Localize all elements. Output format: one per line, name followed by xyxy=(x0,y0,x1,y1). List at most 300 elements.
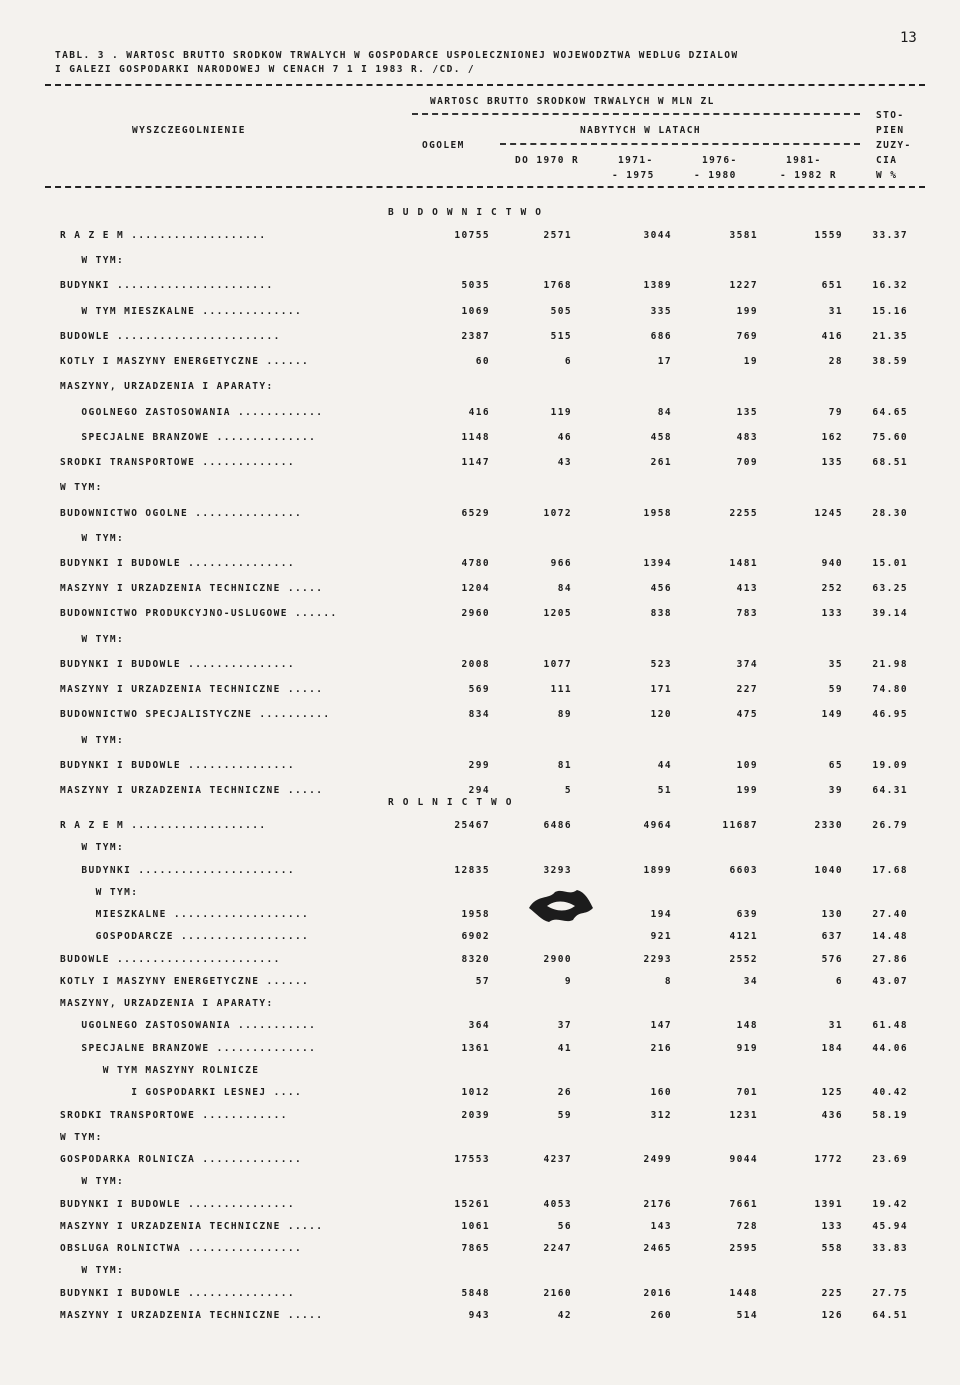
cell-value: 834 xyxy=(468,709,490,721)
cell-value: 21.98 xyxy=(872,658,908,670)
row-label: BUDYNKI ...................... xyxy=(60,280,274,292)
cell-value: 2465 xyxy=(643,1243,672,1255)
row-label: BUDOWLE ....................... xyxy=(60,330,281,342)
cell-value: 199 xyxy=(736,305,758,317)
cell-value: 75.60 xyxy=(872,431,908,443)
row-label: OGOLNEGO ZASTOSOWANIA ............ xyxy=(60,406,324,418)
header-col-3b: - 1980 xyxy=(694,170,737,181)
cell-value: 335 xyxy=(650,305,672,317)
table-row xyxy=(0,306,960,320)
table-row xyxy=(0,1087,960,1101)
cell-value: 84 xyxy=(657,406,672,418)
table-row xyxy=(0,230,960,244)
header-col-2b: - 1975 xyxy=(612,170,655,181)
cell-value: 26 xyxy=(557,1087,572,1099)
row-label: KOTLY I MASZYNY ENERGETYCZNE ...... xyxy=(60,356,310,368)
cell-value: 160 xyxy=(650,1087,672,1099)
cell-value: 65 xyxy=(828,759,843,771)
cell-value: 89 xyxy=(557,709,572,721)
table-row xyxy=(0,1110,960,1124)
cell-value: 5848 xyxy=(461,1287,490,1299)
table-row xyxy=(0,508,960,522)
cell-value: 184 xyxy=(821,1042,843,1054)
table-row xyxy=(0,1288,960,1302)
cell-value: 2008 xyxy=(461,658,490,670)
cell-value: 505 xyxy=(550,305,572,317)
section-title: ROLNICTWO xyxy=(388,797,521,808)
cell-value: 45.94 xyxy=(872,1220,908,1232)
table-row xyxy=(0,1199,960,1213)
cell-value: 1204 xyxy=(461,583,490,595)
cell-value: 133 xyxy=(821,1220,843,1232)
row-label: BUDYNKI I BUDOWLE ............... xyxy=(60,1287,295,1299)
cell-value: 2293 xyxy=(643,953,672,965)
cell-value: 111 xyxy=(550,684,572,696)
cell-value: 374 xyxy=(736,658,758,670)
table-row xyxy=(0,1132,960,1146)
cell-value: 14.48 xyxy=(872,931,908,943)
cell-value: 6902 xyxy=(461,931,490,943)
cell-value: 769 xyxy=(736,330,758,342)
cell-value: 2160 xyxy=(543,1287,572,1299)
cell-value: 148 xyxy=(736,1020,758,1032)
cell-value: 17.68 xyxy=(872,864,908,876)
cell-value: 40.42 xyxy=(872,1087,908,1099)
cell-value: 43 xyxy=(557,457,572,469)
row-label: UGOLNEGO ZASTOSOWANIA ........... xyxy=(60,1020,317,1032)
cell-value: 2387 xyxy=(461,330,490,342)
cell-value: 3293 xyxy=(543,864,572,876)
cell-value: 436 xyxy=(821,1109,843,1121)
cell-value: 514 xyxy=(736,1310,758,1321)
cell-value: 261 xyxy=(650,457,672,469)
table-title-line-1: TABL. 3 . WARTOSC BRUTTO SRODKOW TRWALYCH W GOSPODARCE USPOLECZNIONEJ WOJEWODZTWA WEDLUG DZIALOW xyxy=(55,50,739,61)
cell-value: 16.32 xyxy=(872,280,908,292)
cell-value: 940 xyxy=(821,557,843,569)
cell-value: 475 xyxy=(736,709,758,721)
row-label: SRODKI TRANSPORTOWE ............. xyxy=(60,457,295,469)
table-row xyxy=(0,457,960,471)
cell-value: 1077 xyxy=(543,658,572,670)
row-label: MASZYNY I URZADZENIA TECHNICZNE ..... xyxy=(60,1220,324,1232)
cell-value: 143 xyxy=(650,1220,672,1232)
cell-value: 838 xyxy=(650,608,672,620)
cell-value: 1899 xyxy=(643,864,672,876)
cell-value: 639 xyxy=(736,909,758,921)
row-label: W TYM: xyxy=(60,1176,125,1188)
cell-value: 7661 xyxy=(729,1198,758,1210)
cell-value: 1040 xyxy=(814,864,843,876)
row-label: BUDOWNICTWO OGOLNE ............... xyxy=(60,507,303,519)
row-label: SPECJALNE BRANZOWE .............. xyxy=(60,431,317,443)
row-label: I GOSPODARKI LESNEJ .... xyxy=(60,1087,303,1099)
cell-value: 15.16 xyxy=(872,305,908,317)
table-row xyxy=(0,280,960,294)
cell-value: 1072 xyxy=(543,507,572,519)
row-label: BUDOWNICTWO PRODUKCYJNO-USLUGOWE ...... xyxy=(60,608,338,620)
cell-value: 9044 xyxy=(729,1154,758,1166)
cell-value: 35 xyxy=(828,658,843,670)
cell-value: 5035 xyxy=(461,280,490,292)
row-label: KOTLY I MASZYNY ENERGETYCZNE ...... xyxy=(60,975,310,987)
cell-value: 46 xyxy=(557,431,572,443)
cell-value: 416 xyxy=(821,330,843,342)
cell-value: 216 xyxy=(650,1042,672,1054)
cell-value: 37 xyxy=(557,1020,572,1032)
cell-value: 34 xyxy=(743,975,758,987)
cell-value: 44 xyxy=(657,759,672,771)
cell-value: 227 xyxy=(736,684,758,696)
row-label: W TYM: xyxy=(60,255,125,267)
cell-value: 1394 xyxy=(643,557,672,569)
cell-value: 43.07 xyxy=(872,975,908,987)
cell-value: 4053 xyxy=(543,1198,572,1210)
cell-value: 2016 xyxy=(643,1287,672,1299)
row-label: GOSPODARKA ROLNICZA .............. xyxy=(60,1154,303,1166)
cell-value: 4964 xyxy=(643,820,672,831)
table-row xyxy=(0,583,960,597)
cell-value: 1231 xyxy=(729,1109,758,1121)
cell-value: 1958 xyxy=(643,507,672,519)
table-row xyxy=(0,407,960,421)
row-label: W TYM: xyxy=(60,842,125,854)
cell-value: 19.09 xyxy=(872,759,908,771)
table-row xyxy=(0,1020,960,1034)
cell-value: 651 xyxy=(821,280,843,292)
row-label: BUDOWLE ....................... xyxy=(60,953,281,965)
cell-value: 515 xyxy=(550,330,572,342)
row-label: W TYM: xyxy=(60,633,125,645)
table-row xyxy=(0,1310,960,1324)
cell-value: 162 xyxy=(821,431,843,443)
cell-value: 68.51 xyxy=(872,457,908,469)
cell-value: 61.48 xyxy=(872,1020,908,1032)
cell-value: 60 xyxy=(475,356,490,368)
table-row xyxy=(0,820,960,834)
table-row xyxy=(0,735,960,749)
cell-value: 11687 xyxy=(722,820,758,831)
table-row xyxy=(0,608,960,622)
cell-value: 84 xyxy=(557,583,572,595)
cell-value: 728 xyxy=(736,1220,758,1232)
row-label: W TYM: xyxy=(60,1131,103,1143)
cell-value: 133 xyxy=(821,608,843,620)
header-col-1: DO 1970 R xyxy=(515,155,580,166)
cell-value: 364 xyxy=(468,1020,490,1032)
cell-value: 260 xyxy=(650,1310,672,1321)
row-label: SRODKI TRANSPORTOWE ............ xyxy=(60,1109,288,1121)
table-row xyxy=(0,865,960,879)
row-label: BUDYNKI I BUDOWLE ............... xyxy=(60,658,295,670)
cell-value: 416 xyxy=(468,406,490,418)
cell-value: 120 xyxy=(650,709,672,721)
header-col-3a: 1976- xyxy=(702,155,738,166)
cell-value: 171 xyxy=(650,684,672,696)
cell-value: 28 xyxy=(828,356,843,368)
table-row xyxy=(0,432,960,446)
cell-value: 1245 xyxy=(814,507,843,519)
cell-value: 1361 xyxy=(461,1042,490,1054)
cell-value: 1227 xyxy=(729,280,758,292)
table-row xyxy=(0,1043,960,1057)
cell-value: 63.25 xyxy=(872,583,908,595)
cell-value: 1147 xyxy=(461,457,490,469)
table-row xyxy=(0,659,960,673)
cell-value: 3044 xyxy=(643,230,672,241)
cell-value: 1559 xyxy=(814,230,843,241)
cell-value: 9 xyxy=(564,975,572,987)
cell-value: 2499 xyxy=(643,1154,672,1166)
cell-value: 57 xyxy=(475,975,490,987)
row-label: W TYM: xyxy=(60,1265,125,1277)
table-row xyxy=(0,482,960,496)
cell-value: 1205 xyxy=(543,608,572,620)
cell-value: 46.95 xyxy=(872,709,908,721)
cell-value: 17553 xyxy=(454,1154,490,1166)
cell-value: 39 xyxy=(828,785,843,796)
cell-value: 1061 xyxy=(461,1220,490,1232)
cell-value: 2039 xyxy=(461,1109,490,1121)
cell-value: 483 xyxy=(736,431,758,443)
cell-value: 15.01 xyxy=(872,557,908,569)
row-label: W TYM: xyxy=(60,734,125,746)
cell-value: 3581 xyxy=(729,230,758,241)
cell-value: 966 xyxy=(550,557,572,569)
header-col-4a: 1981- xyxy=(786,155,822,166)
cell-value: 783 xyxy=(736,608,758,620)
cell-value: 33.37 xyxy=(872,230,908,241)
header-wear-4: CIA xyxy=(876,155,898,166)
cell-value: 558 xyxy=(821,1243,843,1255)
cell-value: 225 xyxy=(821,1287,843,1299)
table-row xyxy=(0,684,960,698)
row-label: BUDYNKI I BUDOWLE ............... xyxy=(60,557,295,569)
row-label: MASZYNY I URZADZENIA TECHNICZNE ..... xyxy=(60,583,324,595)
cell-value: 6486 xyxy=(543,820,572,831)
cell-value: 8 xyxy=(664,975,672,987)
cell-value: 25467 xyxy=(454,820,490,831)
cell-value: 126 xyxy=(821,1310,843,1321)
header-wear-3: ZUZY- xyxy=(876,140,912,151)
cell-value: 6603 xyxy=(729,864,758,876)
cell-value: 21.35 xyxy=(872,330,908,342)
cell-value: 64.31 xyxy=(872,785,908,796)
row-label: W TYM: xyxy=(60,532,125,544)
table-row xyxy=(0,1176,960,1190)
row-label: W TYM MASZYNY ROLNICZE xyxy=(60,1065,260,1076)
cell-value: 413 xyxy=(736,583,758,595)
cell-value: 199 xyxy=(736,785,758,796)
cell-value: 4121 xyxy=(729,931,758,943)
cell-value: 27.75 xyxy=(872,1287,908,1299)
cell-value: 27.86 xyxy=(872,953,908,965)
cell-value: 8320 xyxy=(461,953,490,965)
ink-blot-mark xyxy=(527,886,595,926)
cell-value: 294 xyxy=(468,785,490,796)
row-label: BUDYNKI I BUDOWLE ............... xyxy=(60,759,295,771)
cell-value: 41 xyxy=(557,1042,572,1054)
cell-value: 2247 xyxy=(543,1243,572,1255)
header-group-label: WARTOSC BRUTTO SRODKOW TRWALYCH W MLN ZL xyxy=(430,96,715,107)
cell-value: 919 xyxy=(736,1042,758,1054)
header-wear-1: STO- xyxy=(876,110,905,121)
cell-value: 44.06 xyxy=(872,1042,908,1054)
table-row xyxy=(0,331,960,345)
table-row xyxy=(0,1243,960,1257)
cell-value: 12835 xyxy=(454,864,490,876)
cell-value: 458 xyxy=(650,431,672,443)
header-col-2a: 1971- xyxy=(618,155,654,166)
cell-value: 299 xyxy=(468,759,490,771)
cell-value: 125 xyxy=(821,1087,843,1099)
header-total: OGOLEM xyxy=(422,140,465,151)
cell-value: 2552 xyxy=(729,953,758,965)
cell-value: 31 xyxy=(828,1020,843,1032)
cell-value: 19.42 xyxy=(872,1198,908,1210)
cell-value: 2176 xyxy=(643,1198,672,1210)
header-col-4b: - 1982 R xyxy=(780,170,837,181)
section-title: BUDOWNICTWO xyxy=(388,207,550,218)
cell-value: 149 xyxy=(821,709,843,721)
table-row xyxy=(0,909,960,923)
cell-value: 42 xyxy=(557,1310,572,1321)
table-row xyxy=(0,558,960,572)
table-row xyxy=(0,533,960,547)
cell-value: 1772 xyxy=(814,1154,843,1166)
cell-value: 2571 xyxy=(543,230,572,241)
cell-value: 1481 xyxy=(729,557,758,569)
cell-value: 637 xyxy=(821,931,843,943)
page-number: 13 xyxy=(900,30,917,46)
table-row xyxy=(0,1221,960,1235)
cell-value: 1012 xyxy=(461,1087,490,1099)
row-label: W TYM: xyxy=(60,482,103,494)
cell-value: 10755 xyxy=(454,230,490,241)
header-wear-5: W % xyxy=(876,170,898,181)
row-label: MASZYNY I URZADZENIA TECHNICZNE ..... xyxy=(60,785,324,796)
table-row xyxy=(0,760,960,774)
cell-value: 6 xyxy=(835,975,843,987)
cell-value: 4237 xyxy=(543,1154,572,1166)
cell-value: 701 xyxy=(736,1087,758,1099)
table-row xyxy=(0,998,960,1012)
cell-value: 1148 xyxy=(461,431,490,443)
cell-value: 119 xyxy=(550,406,572,418)
cell-value: 921 xyxy=(650,931,672,943)
cell-value: 1389 xyxy=(643,280,672,292)
cell-value: 56 xyxy=(557,1220,572,1232)
table-row xyxy=(0,1065,960,1079)
cell-value: 1391 xyxy=(814,1198,843,1210)
header-stub: WYSZCZEGOLNIENIE xyxy=(132,125,246,136)
cell-value: 39.14 xyxy=(872,608,908,620)
row-label: MIESZKALNE ................... xyxy=(60,909,310,921)
cell-value: 2960 xyxy=(461,608,490,620)
cell-value: 23.69 xyxy=(872,1154,908,1166)
cell-value: 33.83 xyxy=(872,1243,908,1255)
cell-value: 1448 xyxy=(729,1287,758,1299)
cell-value: 79 xyxy=(828,406,843,418)
row-label: R A Z E M ................... xyxy=(60,230,267,241)
cell-value: 2330 xyxy=(814,820,843,831)
header-wear-2: PIEN xyxy=(876,125,905,136)
row-label: W TYM: xyxy=(60,886,139,898)
cell-value: 51 xyxy=(657,785,672,796)
table-row xyxy=(0,954,960,968)
table-row xyxy=(0,842,960,856)
row-label: BUDOWNICTWO SPECJALISTYCZNE .......... xyxy=(60,709,331,721)
cell-value: 2255 xyxy=(729,507,758,519)
table-row xyxy=(0,255,960,269)
row-label: MASZYNY, URZADZENIA I APARATY: xyxy=(60,381,274,393)
cell-value: 6529 xyxy=(461,507,490,519)
cell-value: 1958 xyxy=(461,909,490,921)
cell-value: 1768 xyxy=(543,280,572,292)
cell-value: 109 xyxy=(736,759,758,771)
cell-value: 58.19 xyxy=(872,1109,908,1121)
cell-value: 6 xyxy=(564,356,572,368)
row-label: MASZYNY I URZADZENIA TECHNICZNE ..... xyxy=(60,684,324,696)
row-label: BUDYNKI ...................... xyxy=(60,864,295,876)
table-row xyxy=(0,931,960,945)
header-acquired: NABYTYCH W LATACH xyxy=(580,125,702,136)
cell-value: 569 xyxy=(468,684,490,696)
table-row xyxy=(0,1265,960,1279)
cell-value: 312 xyxy=(650,1109,672,1121)
cell-value: 686 xyxy=(650,330,672,342)
row-label: R A Z E M ................... xyxy=(60,820,267,831)
cell-value: 2900 xyxy=(543,953,572,965)
cell-value: 81 xyxy=(557,759,572,771)
cell-value: 19 xyxy=(743,356,758,368)
cell-value: 5 xyxy=(564,785,572,796)
row-label: W TYM MIESZKALNE .............. xyxy=(60,305,303,317)
cell-value: 74.80 xyxy=(872,684,908,696)
cell-value: 27.40 xyxy=(872,909,908,921)
cell-value: 135 xyxy=(821,457,843,469)
table-row xyxy=(0,356,960,370)
cell-value: 1069 xyxy=(461,305,490,317)
table-row xyxy=(0,381,960,395)
cell-value: 456 xyxy=(650,583,672,595)
cell-value: 130 xyxy=(821,909,843,921)
row-label: MASZYNY, URZADZENIA I APARATY: xyxy=(60,998,274,1010)
cell-value: 64.65 xyxy=(872,406,908,418)
cell-value: 135 xyxy=(736,406,758,418)
cell-value: 31 xyxy=(828,305,843,317)
cell-value: 943 xyxy=(468,1310,490,1321)
row-label: GOSPODARCZE .................. xyxy=(60,931,310,943)
table-title-line-2: I GALEZI GOSPODARKI NARODOWEJ W CENACH 7 1 I 1983 R. /CD. / xyxy=(55,64,476,75)
table-row xyxy=(0,1154,960,1168)
cell-value: 2595 xyxy=(729,1243,758,1255)
cell-value: 59 xyxy=(828,684,843,696)
cell-value: 28.30 xyxy=(872,507,908,519)
cell-value: 576 xyxy=(821,953,843,965)
cell-value: 194 xyxy=(650,909,672,921)
cell-value: 7865 xyxy=(461,1243,490,1255)
table-row xyxy=(0,976,960,990)
row-label: OBSLUGA ROLNICTWA ................ xyxy=(60,1243,303,1255)
table-row xyxy=(0,709,960,723)
cell-value: 17 xyxy=(657,356,672,368)
cell-value: 64.51 xyxy=(872,1310,908,1321)
cell-value: 147 xyxy=(650,1020,672,1032)
table-row xyxy=(0,634,960,648)
cell-value: 252 xyxy=(821,583,843,595)
cell-value: 59 xyxy=(557,1109,572,1121)
row-label: MASZYNY I URZADZENIA TECHNICZNE ..... xyxy=(60,1310,324,1321)
